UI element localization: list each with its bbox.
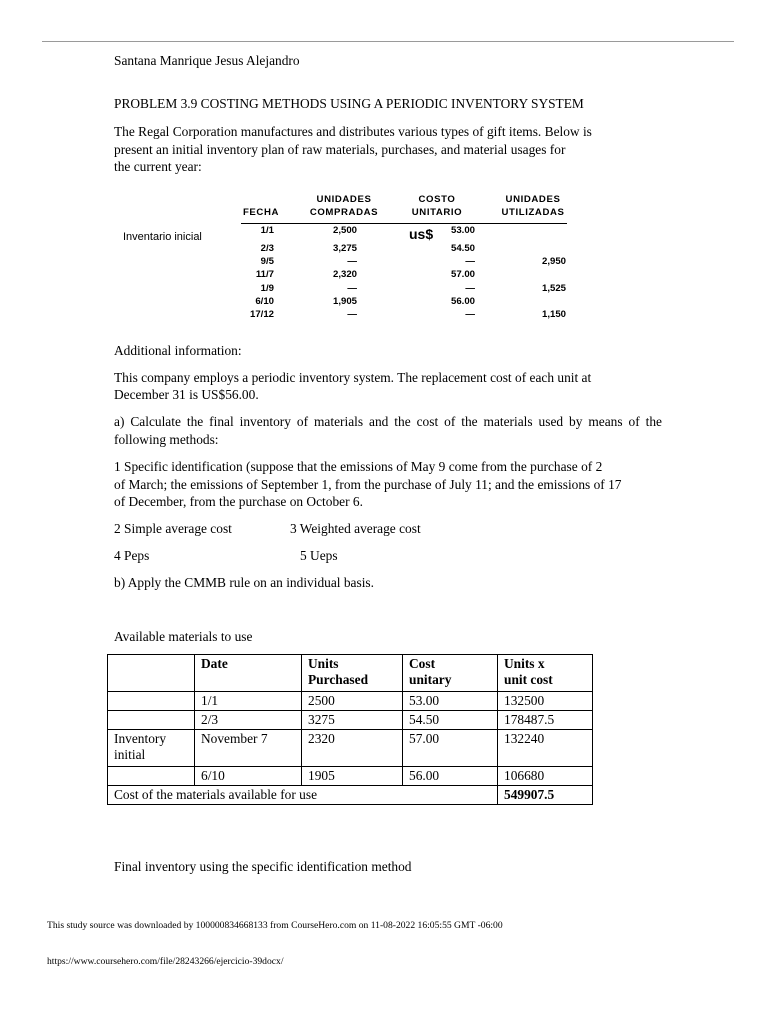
plan-cell-fecha: 1/1 xyxy=(260,225,274,236)
table-cell-date: 2/3 xyxy=(195,711,302,730)
table-cell-units: 2500 xyxy=(302,692,403,711)
table-cell-date: November 7 xyxy=(195,730,302,767)
plan-cell-costo: 53.00 xyxy=(450,225,475,236)
specific-line-2: of March; the emissions of September 1, from the purchase of July 11; and the emissions of 17 xyxy=(114,477,622,492)
top-divider xyxy=(42,41,734,42)
table-cell-cost: 57.00 xyxy=(403,730,498,767)
plan-cell-compradas: — xyxy=(347,309,357,320)
table-cell-total: 132500 xyxy=(498,692,593,711)
plan-cell-costo: — xyxy=(465,256,475,267)
plan-cell-compradas: 3,275 xyxy=(332,243,357,254)
plan-cell-utilizadas: 1,525 xyxy=(541,283,566,294)
table-row xyxy=(108,730,593,767)
final-inventory-heading: Final inventory using the specific identification method xyxy=(114,859,412,874)
table-cell-units: 3275 xyxy=(302,711,403,730)
plan-cell-fecha: 1/9 xyxy=(260,283,274,294)
download-notice: This study source was downloaded by 100000834668133 from CourseHero.com on 11-08-2022 16:05:55 GMT -06:00 xyxy=(47,920,503,931)
table-cell-cost: 54.50 xyxy=(403,711,498,730)
table-total-row xyxy=(108,786,593,805)
table-cell-total: 178487.5 xyxy=(498,711,593,730)
plan-header-utilizadas-1: UNIDADES xyxy=(505,194,561,205)
plan-header-utilizadas-2: UTILIZADAS xyxy=(501,207,565,218)
table-header-cost: Cost unitary xyxy=(403,655,498,692)
plan-header-costo-2: UNITARIO xyxy=(411,207,463,218)
plan-cell-fecha: 17/12 xyxy=(249,309,274,320)
plan-cell-compradas: — xyxy=(347,256,357,267)
periodic-line-1: This company employs a periodic inventory system. The replacement cost of each unit at xyxy=(114,370,592,385)
table-cell-cost: 56.00 xyxy=(403,767,498,786)
table-cell-label xyxy=(108,692,195,711)
plan-header-rule xyxy=(241,223,567,224)
part-a-line-2: following methods: xyxy=(114,432,219,447)
table-cell-cost: 53.00 xyxy=(403,692,498,711)
intro-line-1: The Regal Corporation manufactures and distributes various types of gift items. Below is xyxy=(114,124,592,139)
table-header-row xyxy=(108,655,593,692)
plan-cell-costo: — xyxy=(465,283,475,294)
plan-header-costo-1: COSTO xyxy=(418,194,456,205)
table-cell-units: 1905 xyxy=(302,767,403,786)
additional-info-heading: Additional information: xyxy=(114,343,242,358)
table-cell-total: 132240 xyxy=(498,730,593,767)
table-cell-units: 2320 xyxy=(302,730,403,767)
table-row xyxy=(108,767,593,786)
method-3: 3 Weighted average cost xyxy=(290,521,421,536)
method-2: 2 Simple average cost xyxy=(114,521,232,536)
table-cell-total: 106680 xyxy=(498,767,593,786)
table-cell-date: 6/10 xyxy=(195,767,302,786)
plan-header-fecha: FECHA xyxy=(242,207,280,218)
table-cell-label xyxy=(108,711,195,730)
part-b: b) Apply the CMMB rule on an individual basis. xyxy=(114,575,374,590)
available-materials-table xyxy=(107,654,593,805)
plan-cell-costo: 54.50 xyxy=(450,243,475,254)
table-header-blank xyxy=(108,655,195,692)
table-total-value: 549907.5 xyxy=(498,786,593,805)
periodic-line-2: December 31 is US$56.00. xyxy=(114,387,259,402)
plan-cell-costo: 56.00 xyxy=(450,296,475,307)
table-row xyxy=(108,711,593,730)
table-header-units: Units Purchased xyxy=(302,655,403,692)
plan-cell-fecha: 11/7 xyxy=(255,269,274,280)
table-cell-date: 1/1 xyxy=(195,692,302,711)
specific-line-3: of December, from the purchase on October 6. xyxy=(114,494,363,509)
plan-cell-costo: 57.00 xyxy=(450,269,475,280)
plan-header-compradas-2: COMPRADAS xyxy=(309,207,379,218)
plan-cell-costo: — xyxy=(465,309,475,320)
method-4: 4 Peps xyxy=(114,548,150,563)
plan-cell-compradas: 2,320 xyxy=(332,269,357,280)
plan-header-compradas-1: UNIDADES xyxy=(316,194,372,205)
inventory-plan-table xyxy=(110,190,580,330)
method-5: 5 Ueps xyxy=(300,548,338,563)
plan-cell-fecha: 9/5 xyxy=(260,256,274,267)
specific-line-1: 1 Specific identification (suppose that the emissions of May 9 come from the purchase of 2 xyxy=(114,459,603,474)
plan-row-label: Inventario inicial xyxy=(123,231,202,243)
table-cell-label: Inventory initial xyxy=(108,730,195,767)
source-url[interactable]: https://www.coursehero.com/file/28243266/ejercicio-39docx/ xyxy=(47,956,284,967)
table-header-total: Units x unit cost xyxy=(498,655,593,692)
table-cell-label xyxy=(108,767,195,786)
table-row xyxy=(108,692,593,711)
plan-cell-utilizadas: 2,950 xyxy=(541,256,566,267)
problem-title: PROBLEM 3.9 COSTING METHODS USING A PERIODIC INVENTORY SYSTEM xyxy=(114,96,584,111)
available-materials-title: Available materials to use xyxy=(114,629,253,644)
author-name: Santana Manrique Jesus Alejandro xyxy=(114,53,300,68)
table-total-label: Cost of the materials available for use xyxy=(108,786,498,805)
plan-cell-utilizadas: 1,150 xyxy=(541,309,566,320)
plan-currency: us$ xyxy=(409,226,434,242)
intro-line-3: the current year: xyxy=(114,159,202,174)
part-a-line-1: a) Calculate the final inventory of materials and the cost of the materials used by means of the xyxy=(114,414,662,429)
plan-cell-compradas: 2,500 xyxy=(332,225,357,236)
plan-cell-fecha: 6/10 xyxy=(255,296,274,307)
plan-cell-fecha: 2/3 xyxy=(260,243,274,254)
table-header-date: Date xyxy=(195,655,302,692)
plan-cell-compradas: — xyxy=(347,283,357,294)
plan-cell-compradas: 1,905 xyxy=(332,296,357,307)
intro-line-2: present an initial inventory plan of raw materials, purchases, and material usages for xyxy=(114,142,566,157)
